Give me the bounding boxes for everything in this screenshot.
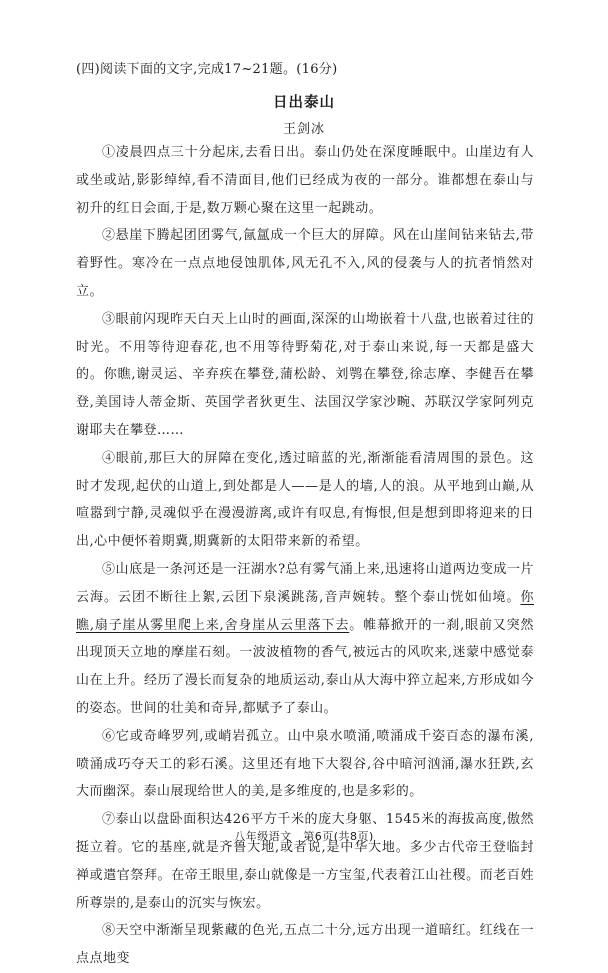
article-title: 日出泰山	[273, 95, 335, 111]
paragraph-2: ②悬崖下腾起团团雾气,氤氲成一个巨大的屏障。风在山崖间钻来钻去,带着野性。寒冷在一点点地侵蚀肌体,风无孔不入,风的侵袭与人的抗者悄然对立。	[76, 228, 534, 299]
article-author: 王剑冰	[282, 122, 325, 137]
paragraph-1: ①凌晨四点三十分起床,去看日出。泰山仍处在深度睡眠中。山崖边有人或坐或站,影影绰绰,看不清面目,他们已经成为夜的一部分。谁都想在泰山与初升的红日会面,于是,数万颗心聚在这里一起跳动。	[76, 145, 534, 216]
article-body	[76, 139, 534, 973]
paragraph-8: ⑧天空中渐渐呈现紫藏的色光,五点二十分,远方出现一道暗红。红线在一点点地变	[76, 923, 534, 967]
page-footer: 八年级语文 第6页(共8页)	[234, 830, 374, 843]
paragraph-5-part-1: ⑤山底是一条河还是一汪湖水?总有雾气涌上来,迅速将山道两边变成一片云海。云团不断往上絮,云团下泉溪跳荡,音声婉转。整个泰山恍如仙境。	[76, 561, 534, 605]
underlined-sentence: 你瞧,扇子崖从雾里爬上来,舍身崖从云里落下去	[76, 589, 534, 633]
paragraph-6: ⑥它或奇峰罗列,或峭岩孤立。山中泉水喷涌,喷涌成千姿百态的瀑布溪,喷涌成巧夺天工的彩石溪。这里还有地下大裂谷,谷中暗河汹涌,瀑水狂跌,玄大而幽深。泰山展现给世人的美,是多维度的,也是多彩的。	[76, 728, 534, 800]
paragraph-3: ③眼前闪现昨天白天上山时的画面,深深的山坳嵌着十八盘,也嵌着过往的时光。不用等待迎春花,也不用等待野菊花,对于泰山来说,每一天都是盛大的。你瞧,谢灵运、辛弃疾在攀登,蒲松龄、刘鹗在攀登,徐志摩、李健吾在攀登,美国诗人蒂金斯、英国学者狄更生、法国汉学家沙畹、苏联汉学家阿列克谢耶夫在攀登……	[76, 311, 534, 438]
paragraph-7: ⑦泰山以盘卧面积达426平方千米的庞大身躯、1545米的海拔高度,傲然挺立着。它的基座,就是齐鲁大地,或者说,是中华大地。多少古代帝王登临封禅或遣官祭拜。在帝王眼里,泰山就像是一方宝玺,代表着江山社稷。而老百姓所尊崇的,是泰山的沉实与恢宏。	[76, 812, 534, 911]
paragraph-4: ④眼前,那巨大的屏障在变化,透过暗蓝的光,渐渐能看清周围的景色。这时才发现,起伏的山道上,到处都是人——是人的墙,人的浪。从平地到山巅,从喧嚣到宁静,灵魂似乎在漫漫游离,或许有叹息,有悔恨,但是想到即将迎来的日出,心中便怀着期冀,期冀新的太阳带来新的希望。	[76, 450, 534, 550]
question-header: (四)阅读下面的文字,完成17~21题。(16分)	[76, 62, 338, 77]
paragraph-5-part-3: 。帷幕掀开的一刹,眼前又突然出现顶天立地的摩崖石刻。一波波植物的香气,被远古的风吹来,迷蒙中感觉泰山在上升。经历了漫长而复杂的地质运动,泰山从大海中猝立起来,方形成如今的姿态。世间的壮美和奇异,都赋予了泰山。	[76, 617, 535, 716]
paragraph-5	[76, 556, 534, 723]
